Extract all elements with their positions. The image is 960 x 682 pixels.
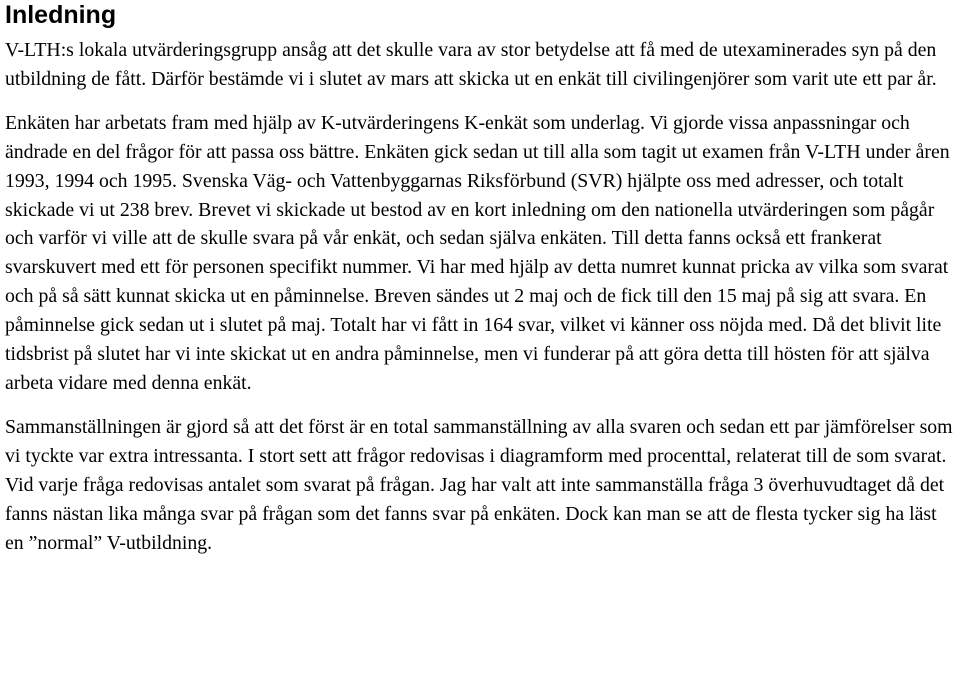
paragraph-method: Enkäten har arbetats fram med hjälp av K-utvärderingens K-enkät som underlag. Vi gjorde vissa anpassningar och ändrade en del frågor för att passa oss bättre. Enkäten gick sedan ut till alla som tagit ut examen från V-LTH under åren 1993, 1994 och 1995. Svenska Väg- och Vattenbyggarnas Riksförbund (SVR) hjälpte oss med adresser, och totalt skickade vi ut 238 brev. Brevet vi skickade ut bestod av en kort inledning om den nationella utvärderingen som pågår och varför vi ville att de skulle svara på vår enkät, och sedan själva enkäten. Till detta fanns också ett frankerat svarskuvert med ett för personen specifikt nummer. Vi har med hjälp av detta numret kunnat pricka av vilka som svarat och på så sätt kunnat skicka ut en påminnelse. Breven sändes ut 2 maj och de fick till den 15 maj på sig att svara. En påminnelse gick sedan ut i slutet på maj. Totalt har vi fått in 164 svar, vilket vi känner oss nöjda med. Då det blivit lite tidsbrist på slutet har vi inte skickat ut en andra påminnelse, men vi funderar på att göra detta till hösten för att själva arbeta vidare med denna enkät. xyxy=(5,111,950,394)
paragraph-intro: V-LTH:s lokala utvärderingsgrupp ansåg att det skulle vara av stor betydelse att få med de utexaminerades syn på den utbildning de fått. Därför bestämde vi i slutet av mars att skicka ut en enkät till civilingenjörer som varit ute ett par år. xyxy=(5,39,937,90)
section-heading: Inledning xyxy=(5,1,117,29)
document-page xyxy=(5,0,955,572)
paragraph-summary: Sammanställningen är gjord så att det först är en total sammanställning av alla svaren och sedan ett par jämförelser som vi tyckte var extra intressanta. I stort sett att frågor redovisas i diagramform med procenttal, relaterat till de som svarat. Vid varje fråga redovisas antalet som svarat på frågan. Jag har valt att inte sammanställa fråga 3 överhuvudtaget då det fanns nästan lika många svar på frågan som det fanns svar på enkäten. Dock kan man se att de flesta tycker sig ha läst en ”normal” V-utbildning. xyxy=(5,415,953,554)
